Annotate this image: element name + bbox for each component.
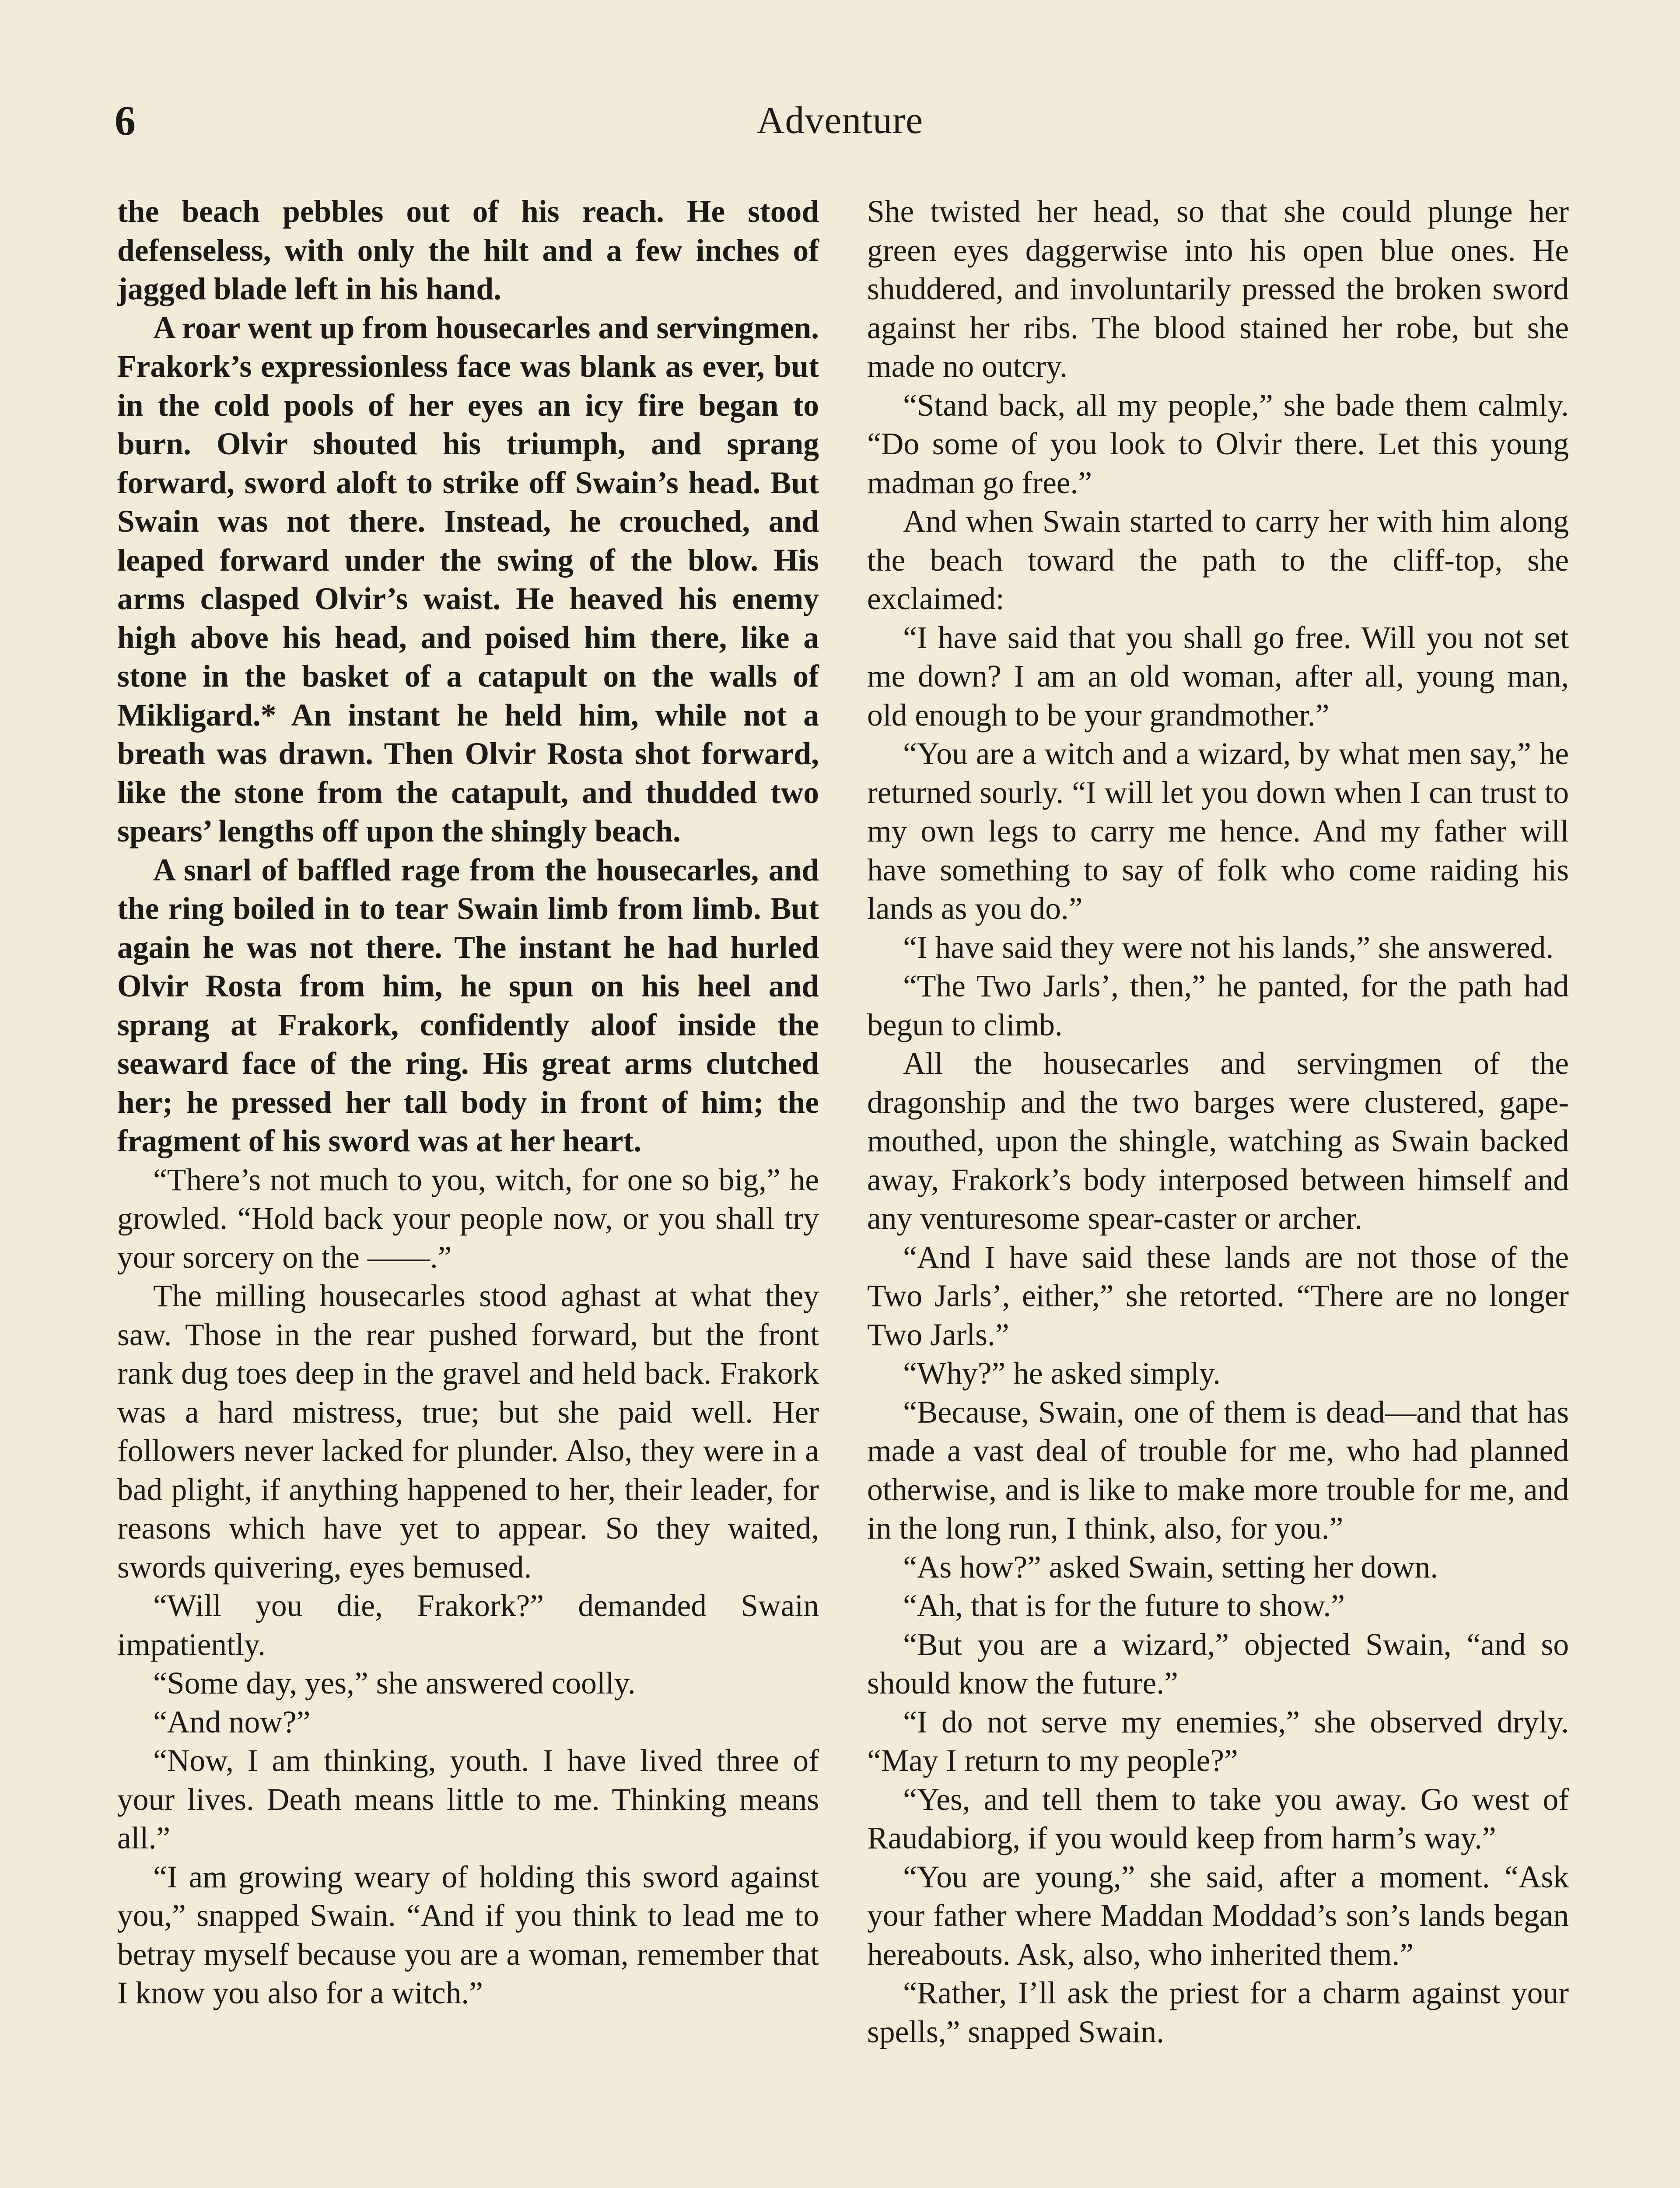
page-number: 6 (115, 97, 136, 144)
paragraph: “And now?” (153, 1704, 311, 1739)
paragraph: “Rather, I’ll ask the priest for a charm against your spells,” snapped Swain. (867, 1976, 1569, 2049)
running-head: Adventure (756, 99, 924, 142)
paragraph: “And I have said these lands are not those of the Two Jarls’, either,” she retorted. “There are no longer Two Jarls.” (867, 1240, 1569, 1352)
paragraph: “I have said they were not his lands,” she answered. (903, 930, 1554, 965)
paragraph: “Stand back, all my people,” she bade them calmly. “Do some of you look to Olvir there. Let this young madman go free.” (867, 388, 1569, 500)
paragraph: “Ah, that is for the future to show.” (903, 1588, 1345, 1623)
paragraph: And when Swain started to carry her with him along the beach toward the path to the cliff-top, she exclaimed: (867, 504, 1569, 616)
paragraph: “The Two Jarls’, then,” he panted, for the path had begun to climb. (867, 969, 1569, 1042)
paragraph: “I have said that you shall go free. Will you not set me down? I am an old woman, after all, young man, old enough to be your grandmother.” (867, 620, 1569, 733)
paragraph: “Some day, yes,” she answered coolly. (153, 1666, 636, 1701)
paragraph: “Why?” he asked simply. (903, 1356, 1221, 1391)
paragraph: “I am growing weary of holding this sword against you,” snapped Swain. “And if you think to lead me to betray myself because you are a woman, remember that I know you also for a witch.” (117, 1859, 819, 2010)
paragraph: “You are a witch and a wizard, by what men say,” he returned sourly. “I will let you down when I can trust to my own legs to carry me hence. And my father will have something to say of folk who come raiding his lands as you do.” (867, 736, 1569, 926)
paragraph: She twisted her head, so that she could plunge her green eyes daggerwise into his open blue ones. He shuddered, and involuntarily pressed the broken sword against her ribs. The blood stained her robe, but she made no outcry. (867, 194, 1569, 384)
paragraph: All the housecarles and servingmen of the dragonship and the two barges were clustered, gape-mouthed, upon the shingle, watching as Swain backed away, Frakork’s body interposed between himself and any venturesome spear-caster or archer. (867, 1046, 1569, 1236)
paragraph: “There’s not much to you, witch, for one so big,” he growled. “Hold back your people now, or you shall try your sorcery on the ——.” (117, 1162, 819, 1275)
paragraph: A roar went up from housecarles and servingmen. Frakork’s expressionless face was blank as ever, but in the cold pools of her eyes an icy fire began to burn. Olvir shouted his triumph, and sprang forward, sword aloft to strike off Swain’s head. But Swain was not there. Instead, he crouched, and leaped forward under the swing of the blow. His arms clasped Olvir’s waist. He heaved his enemy high above his head, and poised him there, like a stone in the basket of a catapult on the walls of Mikligard.* An instant he held him, while not a breath was drawn. Then Olvir Rosta shot forward, like the stone from the catapult, and thudded two spears’ lengths off upon the shingly beach. (117, 310, 819, 849)
paragraph: the beach pebbles out of his reach. He stood defenseless, with only the hilt and a few inches of jagged blade left in his hand. (117, 194, 819, 306)
paragraph: The milling housecarles stood aghast at what they saw. Those in the rear pushed forward, but the front rank dug toes deep in the gravel and held back. Frakork was a hard mistress, true; but she paid well. Her followers never lacked for plunder. Also, they were in a bad plight, if anything happened to her, their leader, for reasons which have yet to appear. So they waited, swords quivering, eyes bemused. (117, 1279, 819, 1585)
paragraph: “Because, Swain, one of them is dead—and that has made a vast deal of trouble for me, who had planned otherwise, and is like to make more trouble for me, and in the long run, I think, also, for you.” (867, 1395, 1569, 1546)
right-column (867, 193, 1569, 2051)
paragraph: “As how?” asked Swain, setting her down. (903, 1550, 1438, 1585)
paragraph: A snarl of baffled rage from the housecarles, and the ring boiled in to tear Swain limb from limb. But again he was not there. The instant he had hurled Olvir Rosta from him, he spun on his heel and sprang at Frakork, confidently aloof inside the seaward face of the ring. His great arms clutched her; he pressed her tall body in front of him; the fragment of his sword was at her heart. (117, 852, 819, 1158)
paragraph: “Yes, and tell them to take you away. Go west of Raudabiorg, if you would keep from harm’s way.” (867, 1782, 1569, 1855)
paragraph: “I do not serve my enemies,” she observed dryly. “May I return to my people?” (867, 1704, 1569, 1778)
left-column (117, 193, 819, 2013)
paragraph: “You are young,” she said, after a moment. “Ask your father where Maddan Moddad’s son’s lands began hereabouts. Ask, also, who inherited them.” (867, 1859, 1569, 1972)
paragraph: “Will you die, Frakork?” demanded Swain impatiently. (117, 1588, 819, 1662)
paragraph: “Now, I am thinking, youth. I have lived three of your lives. Death means little to me. Thinking means all.” (117, 1743, 819, 1855)
paragraph: “But you are a wizard,” objected Swain, “and so should know the future.” (867, 1627, 1569, 1701)
